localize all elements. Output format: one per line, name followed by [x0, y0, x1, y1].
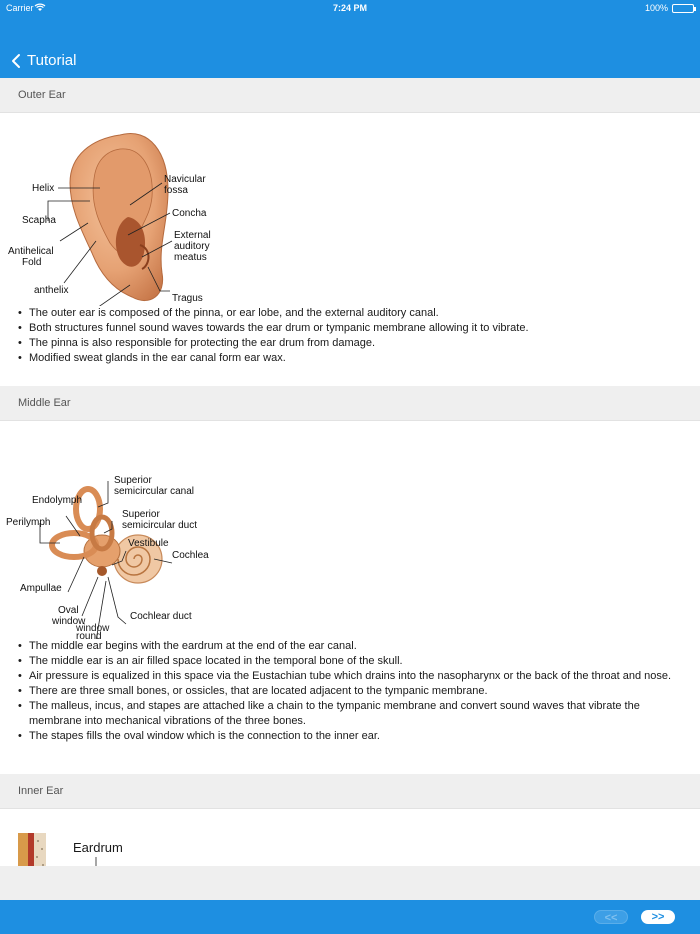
section-header-middle-ear: Middle Ear: [0, 386, 700, 421]
label-vestibule: Vestibule: [128, 538, 169, 549]
label-tragus: Tragus: [172, 293, 203, 304]
outer-ear-illustration: [0, 113, 700, 306]
outer-ear-diagram: [0, 113, 700, 306]
battery-percentage: 100%: [644, 3, 668, 13]
label-superior-2: Superior: [122, 509, 160, 520]
carrier-label: Carrier: [6, 3, 34, 13]
next-page-button[interactable]: >>: [641, 910, 675, 924]
inner-ear-illustration: [0, 809, 700, 866]
label-eardrum: Eardrum: [73, 840, 123, 855]
status-bar: [0, 0, 700, 16]
list-item: • The stapes fills the oval window which is the connection to the inner ear.: [18, 729, 688, 744]
label-helix: Helix: [32, 183, 55, 194]
middle-ear-diagram: [0, 421, 700, 639]
label-cochlear-duct: Cochlear duct: [130, 611, 192, 622]
list-item: • The outer ear is composed of the pinna, or ear lobe, and the external auditory canal.: [18, 306, 688, 321]
label-external: External: [174, 230, 211, 241]
label-ampullae: Ampullae: [20, 583, 62, 594]
label-antihelical: Antihelical: [8, 246, 54, 257]
section-header-outer-ear: Outer Ear: [0, 78, 700, 113]
list-item: • Both structures funnel sound waves towards the ear drum or tympanic membrane allowing it to vibrate.: [18, 321, 688, 336]
label-round: round: [76, 631, 102, 639]
content-bottom-padding: [0, 866, 700, 900]
label-round-window: window: [76, 623, 110, 634]
previous-page-button[interactable]: <<: [594, 910, 628, 924]
inner-ear-diagram: [0, 809, 700, 866]
label-perilymph: Perilymph: [6, 517, 51, 528]
list-item: • The middle ear begins with the eardrum at the end of the ear canal.: [18, 639, 688, 654]
chevron-left-icon: [10, 53, 22, 69]
label-fossa: fossa: [164, 185, 188, 196]
clock: 7:24 PM: [332, 3, 367, 13]
list-item: • There are three small bones, or ossicles, that are located adjacent to the tympanic membrane.: [18, 684, 688, 699]
section-header-inner-ear: Inner Ear: [0, 774, 700, 809]
label-navicular: Navicular: [164, 174, 206, 185]
label-semicircular-duct: semicircular duct: [122, 520, 198, 531]
label-meatus: meatus: [174, 252, 207, 263]
list-item: • The middle ear is an air filled space located in the temporal bone of the skull.: [18, 654, 688, 669]
label-cochlea: Cochlea: [172, 550, 209, 561]
tutorial-content[interactable]: [0, 78, 700, 866]
bottom-toolbar: [0, 900, 700, 934]
back-button[interactable]: [10, 52, 76, 69]
navigation-bar: [0, 16, 700, 78]
label-fold: Fold: [22, 257, 42, 268]
label-endolymph: Endolymph: [32, 495, 83, 506]
middle-ear-illustration: [0, 421, 700, 639]
label-anthelix: anthelix: [34, 285, 69, 296]
label-semicircular-canal: semicircular canal: [114, 486, 195, 497]
label-concha: Concha: [172, 208, 207, 219]
label-auditory: auditory: [174, 241, 210, 252]
label-scapha: Scapha: [22, 215, 56, 226]
list-item: • Air pressure is equalized in this space via the Eustachian tube which drains into the nasopharynx or the back of the throat and nose.: [18, 669, 688, 684]
list-item: • The pinna is also responsible for protecting the ear drum from damage.: [18, 336, 688, 351]
outer-ear-bullets: [0, 306, 700, 386]
label-window: window: [52, 616, 86, 627]
list-item: • Modified sweat glands in the ear canal form ear wax.: [18, 351, 688, 366]
back-button-label: Tutorial: [27, 52, 77, 69]
battery-icon: [672, 4, 694, 13]
middle-ear-bullets: [0, 639, 700, 774]
label-oval: Oval: [58, 605, 79, 616]
list-item: • The malleus, incus, and stapes are attached like a chain to the tympanic membrane and convert sound waves that vibrate the membrane into mechanical vibrations of the three bones.: [18, 699, 688, 729]
label-superior: Superior: [114, 475, 152, 486]
